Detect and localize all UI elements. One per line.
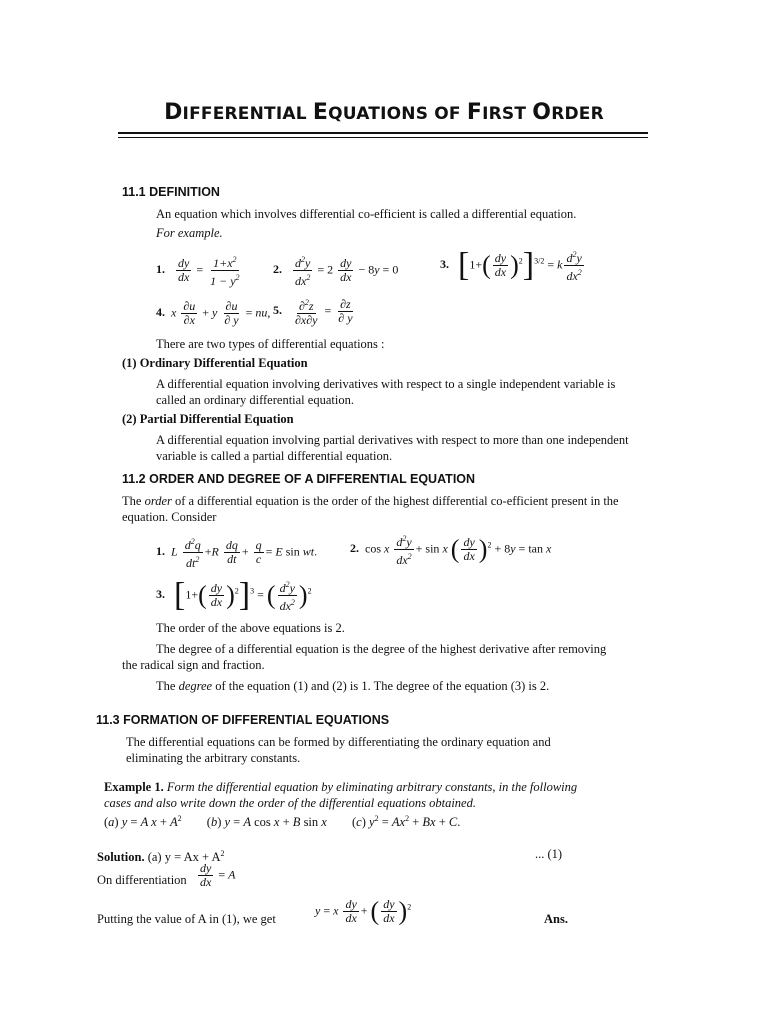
types-intro: There are two types of differential equations : <box>156 337 385 351</box>
on-differentiation-label: On differentiation <box>97 873 187 887</box>
differentiation-equation: $\frac{dy}{dx}$ = A <box>200 861 236 889</box>
answer-label: Ans. <box>544 912 568 926</box>
title-rule-thick <box>118 132 648 134</box>
ode-text-line-2: called an ordinary differential equation. <box>156 393 354 407</box>
example-equation-5: 5. $\frac{\partial^2z}{\partial x\partial y}$ = $\frac{\partial z}{\partial y}$ <box>273 297 353 327</box>
definition-text: An equation which involves differential co-efficient is called a differential equation. <box>156 207 577 221</box>
consider-equation-1: 1. L $\frac{d^2q}{dt^2}$ +R $\frac{dq}{dt}$ + $\frac{q}{c}$ = E sin wt. <box>156 537 318 570</box>
example-equation-2: 2. $\frac{d^2y}{dx^2}$ = 2 $\frac{dy}{dx}$ − 8y = 0 <box>273 255 399 288</box>
example-equation-1: 1. $\frac{dy}{dx}$ = $\frac{1+x^2}{1 - y^2}$ <box>156 255 240 288</box>
example-1-line-1: Example 1. Form the differential equation by eliminating arbitrary constants, in the following <box>104 780 578 794</box>
pde-text-line-1: A differential equation involving partial derivatives with respect to more than one independent <box>156 433 629 447</box>
consider-equation-3: 3. [1+( $\frac{dy}{dx}$ )$^2$]$^3$ = ( $\frac{d^2y}{dx^2}$ )$^2$ <box>156 576 312 614</box>
pde-text-line-2: variable is called a partial differential equation. <box>156 449 393 463</box>
section-heading-11-2: 11.2 ORDER AND DEGREE OF A DIFFERENTIAL EQUATION <box>122 472 476 486</box>
putting-value-label: Putting the value of A in (1), we get <box>97 912 276 926</box>
order-definition-line-2: equation. Consider <box>122 510 217 524</box>
degree-definition-line-1: The degree of a differential equation is the degree of the highest derivative after removing <box>156 642 607 656</box>
example-equation-4: 4. x $\frac{\partial u}{\partial x}$ + y $\frac{\partial u}{\partial y}$ = nu, <box>156 299 271 327</box>
example-equation-3: 3. [1+( $\frac{dy}{dx}$ )$^2$]$^{3/2}$ = k $\frac{d^2y}{dx^2}$ <box>440 246 582 284</box>
consider-equation-2: 2. cos x $\frac{d^2y}{dx^2}$ + sin x ( $\frac{dy}{dx}$ )$^2$ + 8y = tan x <box>350 534 552 567</box>
ode-text-line-1: A differential equation involving derivatives with respect to a single independent variable is <box>156 377 616 391</box>
pde-heading: (2) Partial Differential Equation <box>122 412 294 426</box>
degree-statement: The degree of the equation (1) and (2) is 1. The degree of the equation (3) is 2. <box>156 679 550 693</box>
section-heading-11-1: 11.1 DEFINITION <box>122 185 220 199</box>
order-definition-line-1: The order of a differential equation is the order of the highest differential co-efficient present in the <box>122 494 619 508</box>
formation-text-line-1: The differential equations can be formed by differentiating the ordinary equation and <box>126 735 551 749</box>
page-title: DIFFERENTIAL EQUATIONS OF FIRST ORDER <box>164 100 604 125</box>
solution-line: Solution. (a) $y = Ax + A^2$ <box>97 849 225 865</box>
formation-text-line-2: eliminating the arbitrary constants. <box>126 751 301 765</box>
example-1-line-2: cases and also write down the order of the differential equations obtained. <box>104 796 476 810</box>
equation-number-1: ... (1) <box>535 847 563 861</box>
section-heading-11-3: 11.3 FORMATION OF DIFFERENTIAL EQUATIONS <box>96 713 390 727</box>
final-differential-equation: y = x $\frac{dy}{dx}$ + ( $\frac{dy}{dx}$ )$^2$ <box>315 896 412 926</box>
title-rule-thin <box>118 137 648 138</box>
order-statement: The order of the above equations is 2. <box>156 621 345 635</box>
ode-heading: (1) Ordinary Differential Equation <box>122 356 308 370</box>
example-1-cases: (a) y = A $x + A^2$ (b) y = A cos x + B sin x (c) $y^2 = Ax^2 + Bx + C$. <box>104 814 461 830</box>
for-example: For example. <box>156 226 223 240</box>
degree-definition-line-2: the radical sign and fraction. <box>122 658 265 672</box>
